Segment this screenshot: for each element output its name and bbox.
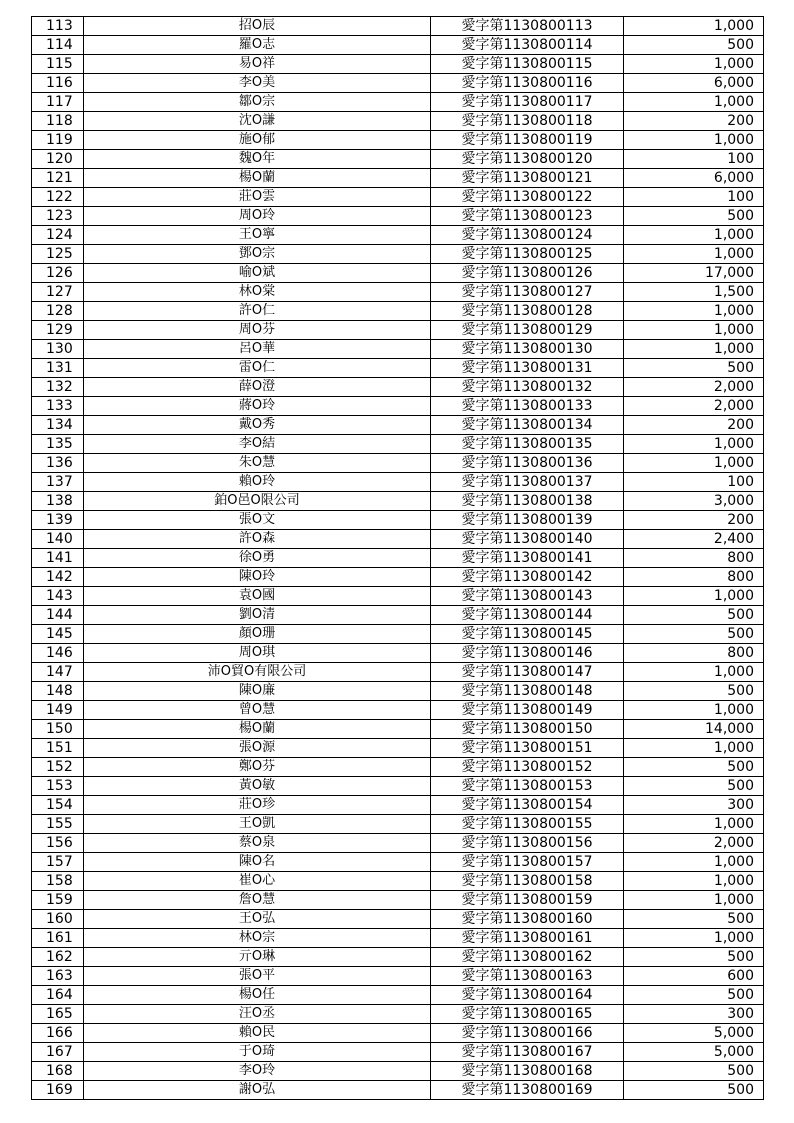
table-row	[32, 701, 764, 720]
table-row	[32, 644, 764, 663]
table-row	[32, 1024, 764, 1043]
table-row	[32, 359, 764, 378]
amount-cell: 500	[624, 625, 764, 644]
donor-name-cell: 陳O玲	[84, 568, 431, 587]
donor-name-cell: 施O郁	[84, 131, 431, 150]
donor-name-cell: 李O結	[84, 435, 431, 454]
amount-cell: 1,000	[624, 93, 764, 112]
donor-name-cell: 黃O敏	[84, 777, 431, 796]
donor-name-cell: 李O美	[84, 74, 431, 93]
table-row	[32, 17, 764, 36]
row-number-cell: 129	[32, 321, 84, 340]
amount-cell: 500	[624, 910, 764, 929]
donor-name-cell: 張O源	[84, 739, 431, 758]
amount-cell: 1,500	[624, 283, 764, 302]
table-row	[32, 720, 764, 739]
table-row	[32, 948, 764, 967]
row-number-cell: 158	[32, 872, 84, 891]
table-row	[32, 891, 764, 910]
donor-name-cell: 袁O國	[84, 587, 431, 606]
donor-name-cell: 賴O玲	[84, 473, 431, 492]
amount-cell: 1,000	[624, 815, 764, 834]
amount-cell: 1,000	[624, 131, 764, 150]
table-row	[32, 473, 764, 492]
donor-name-cell: 張O文	[84, 511, 431, 530]
table-row	[32, 530, 764, 549]
row-number-cell: 120	[32, 150, 84, 169]
table-row	[32, 796, 764, 815]
donor-name-cell: 亓O琳	[84, 948, 431, 967]
amount-cell: 800	[624, 549, 764, 568]
table-row	[32, 321, 764, 340]
row-number-cell: 168	[32, 1062, 84, 1081]
table-row	[32, 986, 764, 1005]
row-number-cell: 145	[32, 625, 84, 644]
table-row	[32, 739, 764, 758]
table-row	[32, 625, 764, 644]
row-number-cell: 169	[32, 1081, 84, 1100]
amount-cell: 3,000	[624, 492, 764, 511]
donor-name-cell: 周O玲	[84, 207, 431, 226]
donor-name-cell: 鉑O邑O限公司	[84, 492, 431, 511]
table-row	[32, 1062, 764, 1081]
amount-cell: 14,000	[624, 720, 764, 739]
amount-cell: 200	[624, 511, 764, 530]
row-number-cell: 137	[32, 473, 84, 492]
donor-name-cell: 鄭O芬	[84, 758, 431, 777]
receipt-number-cell: 愛字第1130800161	[431, 929, 624, 948]
row-number-cell: 131	[32, 359, 84, 378]
row-number-cell: 150	[32, 720, 84, 739]
amount-cell: 1,000	[624, 454, 764, 473]
table-row	[32, 55, 764, 74]
row-number-cell: 126	[32, 264, 84, 283]
donor-name-cell: 于O琦	[84, 1043, 431, 1062]
amount-cell: 500	[624, 777, 764, 796]
amount-cell: 2,000	[624, 378, 764, 397]
table-row	[32, 131, 764, 150]
table-row	[32, 872, 764, 891]
donor-name-cell: 謝O弘	[84, 1081, 431, 1100]
receipt-number-cell: 愛字第1130800114	[431, 36, 624, 55]
donor-name-cell: 莊O珍	[84, 796, 431, 815]
receipt-number-cell: 愛字第1130800151	[431, 739, 624, 758]
receipt-number-cell: 愛字第1130800146	[431, 644, 624, 663]
receipt-number-cell: 愛字第1130800129	[431, 321, 624, 340]
receipt-number-cell: 愛字第1130800169	[431, 1081, 624, 1100]
row-number-cell: 128	[32, 302, 84, 321]
receipt-number-cell: 愛字第1130800131	[431, 359, 624, 378]
amount-cell: 6,000	[624, 169, 764, 188]
donor-name-cell: 鄧O宗	[84, 245, 431, 264]
amount-cell: 500	[624, 948, 764, 967]
amount-cell: 1,000	[624, 739, 764, 758]
receipt-number-cell: 愛字第1130800145	[431, 625, 624, 644]
table-row	[32, 378, 764, 397]
amount-cell: 600	[624, 967, 764, 986]
amount-cell: 1,000	[624, 929, 764, 948]
receipt-number-cell: 愛字第1130800140	[431, 530, 624, 549]
receipt-number-cell: 愛字第1130800119	[431, 131, 624, 150]
row-number-cell: 123	[32, 207, 84, 226]
row-number-cell: 147	[32, 663, 84, 682]
table-row	[32, 1081, 764, 1100]
amount-cell: 200	[624, 416, 764, 435]
receipt-number-cell: 愛字第1130800141	[431, 549, 624, 568]
receipt-number-cell: 愛字第1130800118	[431, 112, 624, 131]
row-number-cell: 136	[32, 454, 84, 473]
table-row	[32, 226, 764, 245]
receipt-number-cell: 愛字第1130800121	[431, 169, 624, 188]
row-number-cell: 130	[32, 340, 84, 359]
amount-cell: 1,000	[624, 853, 764, 872]
donor-name-cell: 楊O任	[84, 986, 431, 1005]
row-number-cell: 160	[32, 910, 84, 929]
row-number-cell: 138	[32, 492, 84, 511]
donor-name-cell: 周O琪	[84, 644, 431, 663]
donor-name-cell: 林O宗	[84, 929, 431, 948]
amount-cell: 100	[624, 150, 764, 169]
table-row	[32, 682, 764, 701]
amount-cell: 500	[624, 36, 764, 55]
amount-cell: 1,000	[624, 891, 764, 910]
row-number-cell: 164	[32, 986, 84, 1005]
donor-name-cell: 羅O志	[84, 36, 431, 55]
receipt-number-cell: 愛字第1130800115	[431, 55, 624, 74]
donor-name-cell: 顏O珊	[84, 625, 431, 644]
amount-cell: 5,000	[624, 1043, 764, 1062]
receipt-number-cell: 愛字第1130800154	[431, 796, 624, 815]
row-number-cell: 114	[32, 36, 84, 55]
receipt-number-cell: 愛字第1130800126	[431, 264, 624, 283]
receipt-number-cell: 愛字第1130800138	[431, 492, 624, 511]
receipt-number-cell: 愛字第1130800132	[431, 378, 624, 397]
receipt-number-cell: 愛字第1130800167	[431, 1043, 624, 1062]
receipt-number-cell: 愛字第1130800116	[431, 74, 624, 93]
amount-cell: 200	[624, 112, 764, 131]
table-row	[32, 967, 764, 986]
receipt-number-cell: 愛字第1130800160	[431, 910, 624, 929]
amount-cell: 800	[624, 644, 764, 663]
row-number-cell: 134	[32, 416, 84, 435]
amount-cell: 500	[624, 986, 764, 1005]
donor-name-cell: 崔O心	[84, 872, 431, 891]
donor-name-cell: 王O寧	[84, 226, 431, 245]
row-number-cell: 166	[32, 1024, 84, 1043]
donor-name-cell: 林O棠	[84, 283, 431, 302]
amount-cell: 500	[624, 207, 764, 226]
row-number-cell: 113	[32, 17, 84, 36]
receipt-number-cell: 愛字第1130800162	[431, 948, 624, 967]
row-number-cell: 140	[32, 530, 84, 549]
table-row	[32, 606, 764, 625]
row-number-cell: 155	[32, 815, 84, 834]
table-row	[32, 549, 764, 568]
donor-name-cell: 周O芬	[84, 321, 431, 340]
row-number-cell: 152	[32, 758, 84, 777]
receipt-number-cell: 愛字第1130800120	[431, 150, 624, 169]
table-row	[32, 834, 764, 853]
receipt-number-cell: 愛字第1130800124	[431, 226, 624, 245]
receipt-number-cell: 愛字第1130800148	[431, 682, 624, 701]
receipt-number-cell: 愛字第1130800149	[431, 701, 624, 720]
table-row	[32, 1005, 764, 1024]
donor-name-cell: 王O弘	[84, 910, 431, 929]
receipt-number-cell: 愛字第1130800143	[431, 587, 624, 606]
receipt-number-cell: 愛字第1130800164	[431, 986, 624, 1005]
amount-cell: 800	[624, 568, 764, 587]
donor-name-cell: 陳O廉	[84, 682, 431, 701]
donor-name-cell: 楊O蘭	[84, 169, 431, 188]
receipt-number-cell: 愛字第1130800117	[431, 93, 624, 112]
amount-cell: 1,000	[624, 340, 764, 359]
table-row	[32, 758, 764, 777]
row-number-cell: 121	[32, 169, 84, 188]
table-row	[32, 207, 764, 226]
row-number-cell: 127	[32, 283, 84, 302]
row-number-cell: 148	[32, 682, 84, 701]
table-row	[32, 169, 764, 188]
row-number-cell: 161	[32, 929, 84, 948]
table-row	[32, 777, 764, 796]
receipt-number-cell: 愛字第1130800139	[431, 511, 624, 530]
amount-cell: 500	[624, 359, 764, 378]
amount-cell: 2,000	[624, 834, 764, 853]
donor-name-cell: 魏O年	[84, 150, 431, 169]
row-number-cell: 159	[32, 891, 84, 910]
receipt-number-cell: 愛字第1130800127	[431, 283, 624, 302]
amount-cell: 500	[624, 1081, 764, 1100]
table-row	[32, 150, 764, 169]
row-number-cell: 142	[32, 568, 84, 587]
donor-name-cell: 張O平	[84, 967, 431, 986]
amount-cell: 300	[624, 796, 764, 815]
table-row	[32, 416, 764, 435]
table-row	[32, 264, 764, 283]
donor-name-cell: 沛O貿O有限公司	[84, 663, 431, 682]
row-number-cell: 115	[32, 55, 84, 74]
amount-cell: 1,000	[624, 302, 764, 321]
row-number-cell: 165	[32, 1005, 84, 1024]
row-number-cell: 143	[32, 587, 84, 606]
table-row	[32, 283, 764, 302]
donor-name-cell: 楊O蘭	[84, 720, 431, 739]
donor-name-cell: 蔡O泉	[84, 834, 431, 853]
donor-name-cell: 徐O勇	[84, 549, 431, 568]
table-row	[32, 1043, 764, 1062]
donor-name-cell: 詹O慧	[84, 891, 431, 910]
donor-name-cell: 鄒O宗	[84, 93, 431, 112]
receipt-number-cell: 愛字第1130800125	[431, 245, 624, 264]
amount-cell: 300	[624, 1005, 764, 1024]
donor-name-cell: 朱O慧	[84, 454, 431, 473]
table-row	[32, 245, 764, 264]
donor-name-cell: 曾O慧	[84, 701, 431, 720]
table-row	[32, 815, 764, 834]
row-number-cell: 141	[32, 549, 84, 568]
amount-cell: 500	[624, 758, 764, 777]
row-number-cell: 139	[32, 511, 84, 530]
row-number-cell: 162	[32, 948, 84, 967]
table-row	[32, 74, 764, 93]
table-row	[32, 188, 764, 207]
receipt-number-cell: 愛字第1130800152	[431, 758, 624, 777]
row-number-cell: 157	[32, 853, 84, 872]
row-number-cell: 118	[32, 112, 84, 131]
donor-name-cell: 戴O秀	[84, 416, 431, 435]
receipt-number-cell: 愛字第1130800155	[431, 815, 624, 834]
row-number-cell: 132	[32, 378, 84, 397]
donor-name-cell: 招O辰	[84, 17, 431, 36]
amount-cell: 1,000	[624, 55, 764, 74]
table-row	[32, 112, 764, 131]
table-row	[32, 587, 764, 606]
table-row	[32, 910, 764, 929]
row-number-cell: 119	[32, 131, 84, 150]
amount-cell: 500	[624, 606, 764, 625]
donor-name-cell: 王O凱	[84, 815, 431, 834]
amount-cell: 500	[624, 682, 764, 701]
receipt-number-cell: 愛字第1130800168	[431, 1062, 624, 1081]
receipt-number-cell: 愛字第1130800156	[431, 834, 624, 853]
receipt-number-cell: 愛字第1130800150	[431, 720, 624, 739]
donor-name-cell: 莊O雲	[84, 188, 431, 207]
receipt-number-cell: 愛字第1130800123	[431, 207, 624, 226]
donor-name-cell: 呂O華	[84, 340, 431, 359]
amount-cell: 1,000	[624, 226, 764, 245]
amount-cell: 500	[624, 1062, 764, 1081]
receipt-number-cell: 愛字第1130800158	[431, 872, 624, 891]
amount-cell: 1,000	[624, 663, 764, 682]
row-number-cell: 122	[32, 188, 84, 207]
row-number-cell: 167	[32, 1043, 84, 1062]
amount-cell: 5,000	[624, 1024, 764, 1043]
table-row	[32, 663, 764, 682]
row-number-cell: 153	[32, 777, 84, 796]
row-number-cell: 116	[32, 74, 84, 93]
table-row	[32, 93, 764, 112]
table-body	[32, 17, 764, 1100]
donor-name-cell: 許O仁	[84, 302, 431, 321]
receipt-number-cell: 愛字第1130800166	[431, 1024, 624, 1043]
donor-name-cell: 陳O名	[84, 853, 431, 872]
table-row	[32, 397, 764, 416]
table-row	[32, 36, 764, 55]
row-number-cell: 133	[32, 397, 84, 416]
row-number-cell: 124	[32, 226, 84, 245]
row-number-cell: 156	[32, 834, 84, 853]
amount-cell: 1,000	[624, 872, 764, 891]
donor-name-cell: 李O玲	[84, 1062, 431, 1081]
donor-name-cell: 賴O民	[84, 1024, 431, 1043]
receipt-number-cell: 愛字第1130800113	[431, 17, 624, 36]
amount-cell: 1,000	[624, 587, 764, 606]
amount-cell: 1,000	[624, 701, 764, 720]
amount-cell: 1,000	[624, 435, 764, 454]
donor-name-cell: 蔣O玲	[84, 397, 431, 416]
row-number-cell: 151	[32, 739, 84, 758]
amount-cell: 1,000	[624, 321, 764, 340]
donor-name-cell: 沈O謙	[84, 112, 431, 131]
row-number-cell: 163	[32, 967, 84, 986]
amount-cell: 1,000	[624, 17, 764, 36]
amount-cell: 1,000	[624, 245, 764, 264]
amount-cell: 2,000	[624, 397, 764, 416]
donor-name-cell: 喻O斌	[84, 264, 431, 283]
donor-name-cell: 薛O澄	[84, 378, 431, 397]
row-number-cell: 146	[32, 644, 84, 663]
row-number-cell: 149	[32, 701, 84, 720]
receipt-number-cell: 愛字第1130800133	[431, 397, 624, 416]
receipt-number-cell: 愛字第1130800147	[431, 663, 624, 682]
amount-cell: 2,400	[624, 530, 764, 549]
donor-name-cell: 許O森	[84, 530, 431, 549]
donor-name-cell: 雷O仁	[84, 359, 431, 378]
receipt-number-cell: 愛字第1130800144	[431, 606, 624, 625]
table-row	[32, 929, 764, 948]
table-row	[32, 568, 764, 587]
amount-cell: 6,000	[624, 74, 764, 93]
receipt-number-cell: 愛字第1130800163	[431, 967, 624, 986]
amount-cell: 100	[624, 473, 764, 492]
table-row	[32, 853, 764, 872]
receipt-number-cell: 愛字第1130800153	[431, 777, 624, 796]
donor-name-cell: 易O祥	[84, 55, 431, 74]
donor-name-cell: 汪O丞	[84, 1005, 431, 1024]
table-row	[32, 340, 764, 359]
table-row	[32, 511, 764, 530]
receipt-number-cell: 愛字第1130800135	[431, 435, 624, 454]
row-number-cell: 125	[32, 245, 84, 264]
receipt-number-cell: 愛字第1130800122	[431, 188, 624, 207]
receipt-number-cell: 愛字第1130800128	[431, 302, 624, 321]
receipt-number-cell: 愛字第1130800157	[431, 853, 624, 872]
table-row	[32, 454, 764, 473]
table-row	[32, 302, 764, 321]
amount-cell: 17,000	[624, 264, 764, 283]
receipt-number-cell: 愛字第1130800142	[431, 568, 624, 587]
donation-table	[31, 16, 764, 1100]
receipt-number-cell: 愛字第1130800159	[431, 891, 624, 910]
table-row	[32, 492, 764, 511]
receipt-number-cell: 愛字第1130800130	[431, 340, 624, 359]
receipt-number-cell: 愛字第1130800137	[431, 473, 624, 492]
amount-cell: 100	[624, 188, 764, 207]
receipt-number-cell: 愛字第1130800134	[431, 416, 624, 435]
row-number-cell: 117	[32, 93, 84, 112]
table-row	[32, 435, 764, 454]
donor-name-cell: 劉O清	[84, 606, 431, 625]
row-number-cell: 135	[32, 435, 84, 454]
row-number-cell: 154	[32, 796, 84, 815]
receipt-number-cell: 愛字第1130800165	[431, 1005, 624, 1024]
receipt-number-cell: 愛字第1130800136	[431, 454, 624, 473]
row-number-cell: 144	[32, 606, 84, 625]
